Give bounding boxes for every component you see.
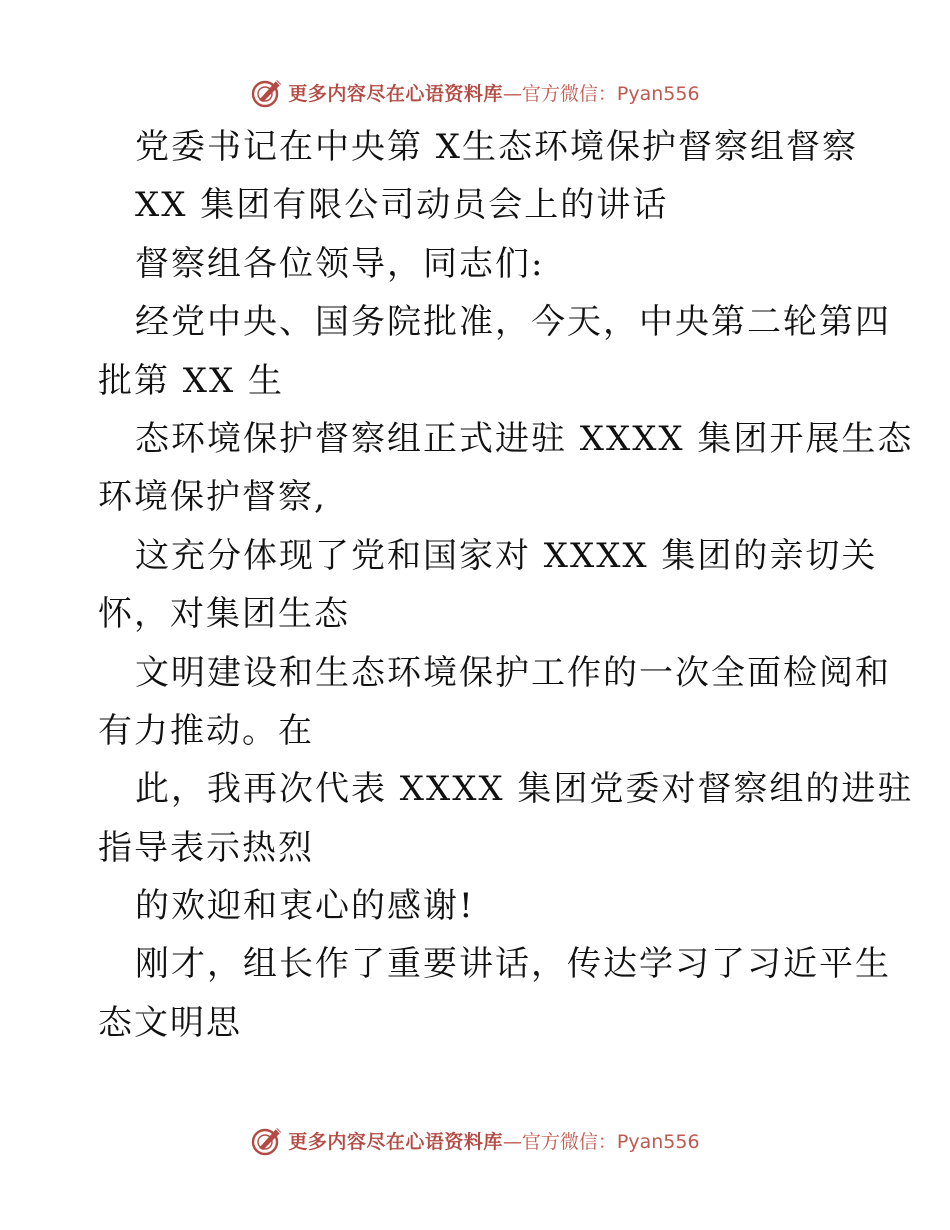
body-text-line: 态环境保护督察组正式进驻 XXXX 集团开展生态: [135, 418, 914, 459]
body-text-line: XX 集团有限公司动员会上的讲话: [135, 185, 669, 226]
footer-banner: [0, 1120, 950, 1160]
banner-contact-text: —官方微信：Pyan556: [502, 1130, 700, 1153]
body-text-line: 怀，对集团生态: [98, 594, 350, 635]
body-text-line: 督察组各位领导，同志们:: [135, 243, 545, 284]
body-text-line: 这充分体现了党和国家对 XXXX 集团的亲切关: [135, 535, 878, 576]
body-text-line: 此，我再次代表 XXXX 集团党委对督察组的进驻: [135, 769, 914, 810]
body-text-line: 指导表示热烈: [98, 827, 314, 868]
header-banner: [0, 72, 950, 112]
body-text-line: 党委书记在中央第 X生态环境保护督察组督察: [135, 127, 859, 167]
document-body: [98, 118, 914, 1052]
banner-brand-text: 更多内容尽在心语资料库: [288, 82, 503, 105]
quill-pen-circle-icon: [250, 75, 284, 109]
body-text-line: 的欢迎和衷心的感谢!: [135, 886, 475, 927]
banner-brand-text: 更多内容尽在心语资料库: [288, 1130, 503, 1153]
body-text-line: 经党中央、国务院批准，今天，中央第二轮第四: [135, 302, 891, 343]
body-text-line: 态文明思: [98, 1002, 242, 1043]
body-text-line: 批第 XX 生: [98, 360, 285, 401]
banner-contact-text: —官方微信：Pyan556: [502, 82, 700, 105]
quill-pen-circle-icon: [250, 1123, 284, 1157]
body-text-line: 环境保护督察,: [98, 477, 327, 518]
body-text-line: 刚才，组长作了重要讲话，传达学习了习近平生: [135, 944, 891, 985]
body-text-line: 有力推动。在: [98, 710, 314, 751]
body-text-line: 文明建设和生态环境保护工作的一次全面检阅和: [135, 652, 891, 693]
